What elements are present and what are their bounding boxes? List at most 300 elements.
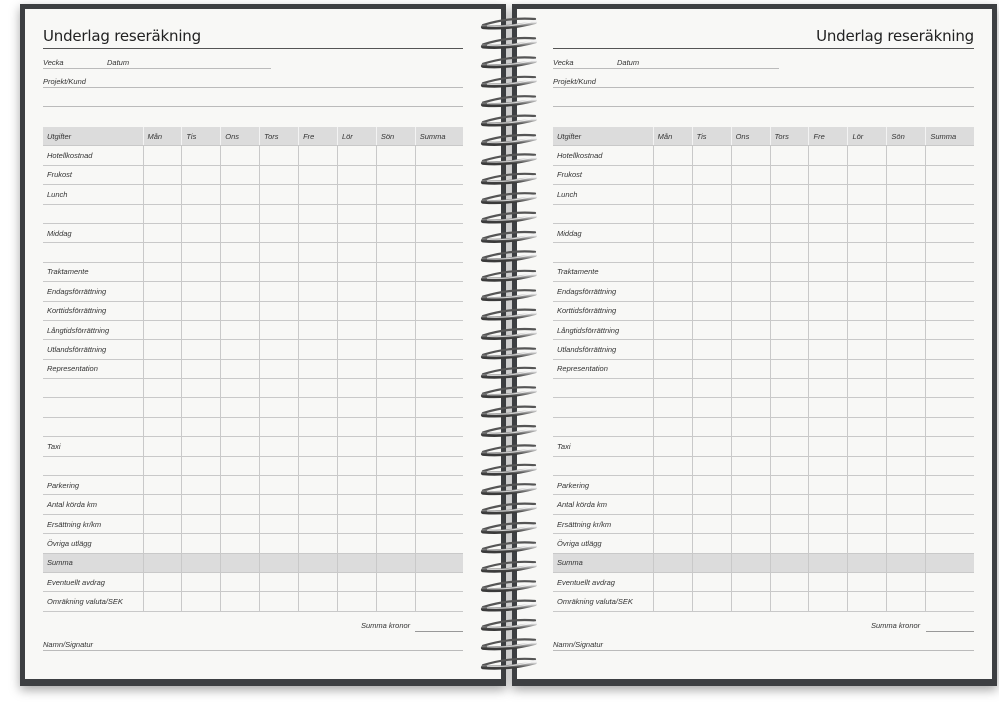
entry-cell[interactable] [221,437,260,456]
entry-cell[interactable] [887,282,926,301]
entry-cell[interactable] [848,398,887,417]
entry-cell[interactable] [731,417,770,436]
entry-cell[interactable] [260,340,299,359]
entry-cell[interactable] [692,282,731,301]
entry-cell[interactable] [926,204,974,223]
entry-cell[interactable] [299,165,338,184]
entry-cell[interactable] [887,398,926,417]
projekt-line-2[interactable] [43,106,463,107]
entry-cell[interactable] [221,553,260,572]
entry-cell[interactable] [848,417,887,436]
entry-cell[interactable] [260,553,299,572]
entry-cell[interactable] [809,495,848,514]
entry-cell[interactable] [260,417,299,436]
entry-cell[interactable] [143,553,182,572]
entry-cell[interactable] [260,223,299,242]
entry-cell[interactable] [809,534,848,553]
entry-cell[interactable] [337,282,376,301]
entry-cell[interactable] [260,359,299,378]
entry-cell[interactable] [376,320,415,339]
entry-cell[interactable] [887,456,926,475]
entry-cell[interactable] [182,185,221,204]
entry-cell[interactable] [260,495,299,514]
entry-cell[interactable] [731,398,770,417]
entry-cell[interactable] [221,301,260,320]
entry-cell[interactable] [221,514,260,533]
entry-cell[interactable] [260,320,299,339]
entry-cell[interactable] [653,495,692,514]
entry-cell[interactable] [415,398,463,417]
entry-cell[interactable] [848,359,887,378]
entry-cell[interactable] [415,243,463,262]
entry-cell[interactable] [653,301,692,320]
entry-cell[interactable] [770,476,809,495]
entry-cell[interactable] [182,165,221,184]
entry-cell[interactable] [692,398,731,417]
entry-cell[interactable] [731,553,770,572]
entry-cell[interactable] [221,243,260,262]
entry-cell[interactable] [337,398,376,417]
entry-cell[interactable] [221,340,260,359]
entry-cell[interactable] [926,340,974,359]
entry-cell[interactable] [415,301,463,320]
entry-cell[interactable] [415,456,463,475]
entry-cell[interactable] [770,417,809,436]
entry-cell[interactable] [299,146,338,165]
entry-cell[interactable] [337,495,376,514]
entry-cell[interactable] [848,553,887,572]
entry-cell[interactable] [926,301,974,320]
entry-cell[interactable] [887,495,926,514]
entry-cell[interactable] [221,185,260,204]
entry-cell[interactable] [415,553,463,572]
entry-cell[interactable] [143,301,182,320]
entry-cell[interactable] [143,592,182,611]
entry-cell[interactable] [731,514,770,533]
entry-cell[interactable] [376,204,415,223]
entry-cell[interactable] [926,185,974,204]
entry-cell[interactable] [692,301,731,320]
entry-cell[interactable] [692,437,731,456]
entry-cell[interactable] [337,301,376,320]
entry-cell[interactable] [182,146,221,165]
entry-cell[interactable] [337,320,376,339]
entry-cell[interactable] [926,553,974,572]
entry-cell[interactable] [887,572,926,591]
entry-cell[interactable] [182,359,221,378]
entry-cell[interactable] [848,223,887,242]
entry-cell[interactable] [376,379,415,398]
entry-cell[interactable] [887,553,926,572]
entry-cell[interactable] [376,553,415,572]
entry-cell[interactable] [376,592,415,611]
entry-cell[interactable] [143,398,182,417]
entry-cell[interactable] [809,553,848,572]
entry-cell[interactable] [337,476,376,495]
entry-cell[interactable] [260,592,299,611]
entry-cell[interactable] [221,320,260,339]
entry-cell[interactable] [731,185,770,204]
summa-kronor-line[interactable] [926,631,974,632]
entry-cell[interactable] [848,456,887,475]
entry-cell[interactable] [260,572,299,591]
entry-cell[interactable] [143,495,182,514]
entry-cell[interactable] [770,398,809,417]
entry-cell[interactable] [887,301,926,320]
entry-cell[interactable] [731,223,770,242]
entry-cell[interactable] [415,514,463,533]
entry-cell[interactable] [692,534,731,553]
entry-cell[interactable] [848,495,887,514]
entry-cell[interactable] [653,204,692,223]
entry-cell[interactable] [692,572,731,591]
entry-cell[interactable] [182,204,221,223]
projekt-line[interactable] [553,87,974,88]
entry-cell[interactable] [770,282,809,301]
entry-cell[interactable] [848,437,887,456]
entry-cell[interactable] [415,417,463,436]
entry-cell[interactable] [182,379,221,398]
entry-cell[interactable] [653,514,692,533]
entry-cell[interactable] [221,282,260,301]
projekt-line[interactable] [43,87,463,88]
entry-cell[interactable] [809,146,848,165]
entry-cell[interactable] [182,495,221,514]
entry-cell[interactable] [692,456,731,475]
entry-cell[interactable] [692,204,731,223]
entry-cell[interactable] [770,553,809,572]
entry-cell[interactable] [376,476,415,495]
entry-cell[interactable] [143,185,182,204]
entry-cell[interactable] [692,165,731,184]
entry-cell[interactable] [299,592,338,611]
entry-cell[interactable] [809,165,848,184]
entry-cell[interactable] [887,592,926,611]
entry-cell[interactable] [653,456,692,475]
entry-cell[interactable] [653,359,692,378]
entry-cell[interactable] [260,204,299,223]
entry-cell[interactable] [692,417,731,436]
entry-cell[interactable] [848,476,887,495]
entry-cell[interactable] [653,417,692,436]
entry-cell[interactable] [415,223,463,242]
entry-cell[interactable] [887,534,926,553]
signature-line[interactable] [553,650,974,651]
entry-cell[interactable] [337,204,376,223]
entry-cell[interactable] [926,320,974,339]
entry-cell[interactable] [337,572,376,591]
entry-cell[interactable] [376,146,415,165]
entry-cell[interactable] [770,437,809,456]
entry-cell[interactable] [692,320,731,339]
entry-cell[interactable] [692,359,731,378]
entry-cell[interactable] [926,456,974,475]
entry-cell[interactable] [143,146,182,165]
entry-cell[interactable] [653,572,692,591]
entry-cell[interactable] [143,437,182,456]
entry-cell[interactable] [809,456,848,475]
entry-cell[interactable] [809,572,848,591]
entry-cell[interactable] [143,204,182,223]
entry-cell[interactable] [182,572,221,591]
entry-cell[interactable] [692,495,731,514]
entry-cell[interactable] [299,495,338,514]
entry-cell[interactable] [182,243,221,262]
entry-cell[interactable] [143,320,182,339]
vecka-datum-line[interactable] [43,68,271,69]
entry-cell[interactable] [809,398,848,417]
entry-cell[interactable] [143,514,182,533]
entry-cell[interactable] [770,243,809,262]
entry-cell[interactable] [848,320,887,339]
entry-cell[interactable] [887,262,926,281]
entry-cell[interactable] [887,204,926,223]
entry-cell[interactable] [770,262,809,281]
entry-cell[interactable] [260,301,299,320]
entry-cell[interactable] [809,282,848,301]
entry-cell[interactable] [260,262,299,281]
entry-cell[interactable] [143,359,182,378]
entry-cell[interactable] [221,146,260,165]
entry-cell[interactable] [848,379,887,398]
summa-kronor-line[interactable] [415,631,463,632]
entry-cell[interactable] [809,437,848,456]
entry-cell[interactable] [376,534,415,553]
entry-cell[interactable] [731,476,770,495]
entry-cell[interactable] [182,592,221,611]
entry-cell[interactable] [731,165,770,184]
entry-cell[interactable] [376,572,415,591]
entry-cell[interactable] [337,553,376,572]
entry-cell[interactable] [299,185,338,204]
entry-cell[interactable] [731,262,770,281]
entry-cell[interactable] [770,379,809,398]
entry-cell[interactable] [337,185,376,204]
entry-cell[interactable] [299,456,338,475]
entry-cell[interactable] [692,553,731,572]
entry-cell[interactable] [221,534,260,553]
entry-cell[interactable] [809,223,848,242]
entry-cell[interactable] [376,243,415,262]
entry-cell[interactable] [182,476,221,495]
entry-cell[interactable] [337,262,376,281]
entry-cell[interactable] [809,243,848,262]
entry-cell[interactable] [848,572,887,591]
entry-cell[interactable] [299,514,338,533]
entry-cell[interactable] [299,282,338,301]
entry-cell[interactable] [809,320,848,339]
entry-cell[interactable] [653,146,692,165]
entry-cell[interactable] [692,243,731,262]
entry-cell[interactable] [926,262,974,281]
entry-cell[interactable] [731,437,770,456]
entry-cell[interactable] [415,572,463,591]
entry-cell[interactable] [926,417,974,436]
entry-cell[interactable] [926,359,974,378]
entry-cell[interactable] [770,495,809,514]
entry-cell[interactable] [260,146,299,165]
entry-cell[interactable] [926,534,974,553]
entry-cell[interactable] [260,379,299,398]
entry-cell[interactable] [653,553,692,572]
entry-cell[interactable] [415,340,463,359]
entry-cell[interactable] [692,223,731,242]
entry-cell[interactable] [415,262,463,281]
entry-cell[interactable] [692,185,731,204]
entry-cell[interactable] [376,437,415,456]
entry-cell[interactable] [143,572,182,591]
entry-cell[interactable] [415,165,463,184]
entry-cell[interactable] [809,592,848,611]
entry-cell[interactable] [221,495,260,514]
entry-cell[interactable] [926,223,974,242]
entry-cell[interactable] [221,204,260,223]
entry-cell[interactable] [653,223,692,242]
entry-cell[interactable] [415,282,463,301]
entry-cell[interactable] [337,456,376,475]
entry-cell[interactable] [376,456,415,475]
entry-cell[interactable] [337,340,376,359]
entry-cell[interactable] [887,146,926,165]
entry-cell[interactable] [376,398,415,417]
entry-cell[interactable] [926,572,974,591]
entry-cell[interactable] [182,437,221,456]
entry-cell[interactable] [260,534,299,553]
entry-cell[interactable] [731,456,770,475]
entry-cell[interactable] [299,553,338,572]
entry-cell[interactable] [143,282,182,301]
entry-cell[interactable] [143,534,182,553]
entry-cell[interactable] [415,476,463,495]
entry-cell[interactable] [887,165,926,184]
entry-cell[interactable] [926,437,974,456]
entry-cell[interactable] [221,262,260,281]
entry-cell[interactable] [376,262,415,281]
entry-cell[interactable] [182,301,221,320]
entry-cell[interactable] [260,437,299,456]
entry-cell[interactable] [299,340,338,359]
entry-cell[interactable] [809,379,848,398]
entry-cell[interactable] [926,165,974,184]
entry-cell[interactable] [221,417,260,436]
entry-cell[interactable] [770,185,809,204]
entry-cell[interactable] [848,514,887,533]
entry-cell[interactable] [809,204,848,223]
projekt-line-2[interactable] [553,106,974,107]
entry-cell[interactable] [299,476,338,495]
entry-cell[interactable] [653,320,692,339]
entry-cell[interactable] [337,437,376,456]
entry-cell[interactable] [887,417,926,436]
entry-cell[interactable] [770,340,809,359]
entry-cell[interactable] [770,320,809,339]
entry-cell[interactable] [260,243,299,262]
entry-cell[interactable] [337,223,376,242]
entry-cell[interactable] [653,534,692,553]
entry-cell[interactable] [415,437,463,456]
entry-cell[interactable] [887,514,926,533]
entry-cell[interactable] [692,262,731,281]
entry-cell[interactable] [299,398,338,417]
entry-cell[interactable] [376,495,415,514]
entry-cell[interactable] [770,204,809,223]
entry-cell[interactable] [887,379,926,398]
entry-cell[interactable] [337,534,376,553]
entry-cell[interactable] [926,146,974,165]
entry-cell[interactable] [182,223,221,242]
entry-cell[interactable] [182,262,221,281]
entry-cell[interactable] [848,243,887,262]
entry-cell[interactable] [299,223,338,242]
entry-cell[interactable] [848,165,887,184]
entry-cell[interactable] [926,282,974,301]
entry-cell[interactable] [926,476,974,495]
entry-cell[interactable] [260,476,299,495]
entry-cell[interactable] [299,417,338,436]
entry-cell[interactable] [770,572,809,591]
entry-cell[interactable] [182,553,221,572]
entry-cell[interactable] [848,534,887,553]
signature-line[interactable] [43,650,463,651]
entry-cell[interactable] [376,223,415,242]
entry-cell[interactable] [692,592,731,611]
entry-cell[interactable] [182,320,221,339]
entry-cell[interactable] [692,514,731,533]
entry-cell[interactable] [653,262,692,281]
entry-cell[interactable] [415,592,463,611]
entry-cell[interactable] [848,592,887,611]
entry-cell[interactable] [376,282,415,301]
entry-cell[interactable] [848,262,887,281]
entry-cell[interactable] [848,204,887,223]
entry-cell[interactable] [415,495,463,514]
entry-cell[interactable] [376,417,415,436]
entry-cell[interactable] [926,514,974,533]
entry-cell[interactable] [260,165,299,184]
entry-cell[interactable] [376,514,415,533]
entry-cell[interactable] [770,359,809,378]
entry-cell[interactable] [692,340,731,359]
entry-cell[interactable] [260,514,299,533]
entry-cell[interactable] [731,592,770,611]
entry-cell[interactable] [182,417,221,436]
entry-cell[interactable] [926,379,974,398]
entry-cell[interactable] [221,379,260,398]
entry-cell[interactable] [415,204,463,223]
entry-cell[interactable] [770,534,809,553]
entry-cell[interactable] [182,282,221,301]
entry-cell[interactable] [848,282,887,301]
entry-cell[interactable] [731,204,770,223]
entry-cell[interactable] [337,165,376,184]
entry-cell[interactable] [731,495,770,514]
entry-cell[interactable] [692,476,731,495]
entry-cell[interactable] [770,301,809,320]
entry-cell[interactable] [143,379,182,398]
entry-cell[interactable] [731,282,770,301]
entry-cell[interactable] [809,514,848,533]
entry-cell[interactable] [299,262,338,281]
entry-cell[interactable] [731,301,770,320]
entry-cell[interactable] [221,572,260,591]
entry-cell[interactable] [221,398,260,417]
entry-cell[interactable] [653,165,692,184]
entry-cell[interactable] [653,243,692,262]
entry-cell[interactable] [653,592,692,611]
entry-cell[interactable] [337,379,376,398]
entry-cell[interactable] [221,456,260,475]
entry-cell[interactable] [770,146,809,165]
